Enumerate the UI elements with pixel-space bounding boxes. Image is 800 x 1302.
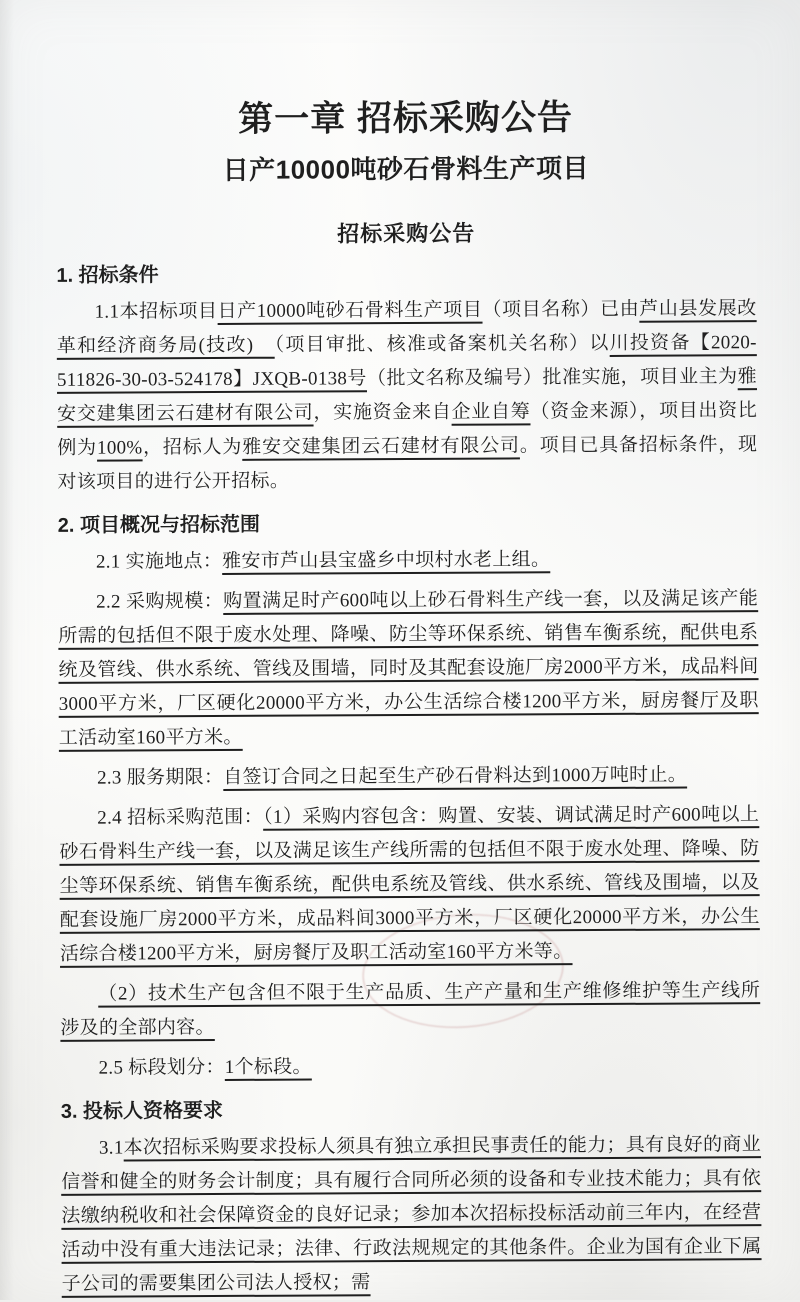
clause-2-1 — [58, 542, 758, 580]
text-run: 川投资备【2020-511826-30-03-524178】JXQB-0138号 — [56, 332, 757, 391]
text-run: 。项目已具备招标条件，现对该项目的进行公开招标。 — [57, 434, 758, 493]
text-run: （资金来源），项目出资比例为 — [57, 400, 758, 459]
section-2-heading: 2. 项目概况与招标范围 — [57, 513, 261, 537]
text-run: 2.2 采购规模： — [96, 590, 224, 613]
text-run: 雅安市芦山县宝盛乡中坝村水老上组。 — [222, 549, 551, 572]
text-run: 2.5 标段划分： — [98, 1056, 225, 1079]
clause-2-4 — [59, 798, 760, 972]
text-run: 自签订合同之日起至生产砂石骨料达到1000万吨时止。 — [223, 764, 688, 788]
text-run: 日产10000吨砂石骨料生产项目 — [217, 299, 483, 322]
text-run: 2.1 实施地点： — [95, 550, 223, 573]
section-1-heading: 1. 招标条件 — [56, 264, 159, 287]
text-run: 本次招标采购要求投标人须具有独立承担民事责任的能力；具有良好的商业信誉和健全的财务会计制度；具有履行合同所必须的设备和专业技术能力；具有依法缴纳税收和社会保障资金的良好记录；参加本次招标投标活动前三年内，在经营活动中没有重大违法记录；法律、行政法规规定的其他条件。企业为国有企业下属子公司的需要集团公司法人授权；需 — [61, 1134, 762, 1295]
text-run: 雅安交建集团云石建材有限公司 — [57, 366, 758, 425]
text-run: 1.1本招标项目 — [94, 300, 218, 323]
text-run: ，招标人为 — [142, 436, 243, 459]
text-run: （批文名称及编号）批准实施，项目业主为 — [366, 366, 738, 390]
chapter-title: 第一章 招标采购公告 — [238, 98, 574, 139]
clause-2-3 — [59, 758, 759, 796]
project-title: 日产10000吨砂石骨料生产项目 — [222, 153, 590, 185]
clause-3-1 — [61, 1128, 762, 1302]
text-run: （1）采购内容包含：购置、安装、调试满足时产600吨以上砂石骨料生产线一套，以及满足该生产线所需的包括但不限于废水处理、降噪、防尘等环保系统、销售车衡系统，配供电系统及管线、供水系统、管线及围墙，以及配套设施厂房2000平方米，成品料间3000平方米，厂区硬化20000平方米，办公生活综合楼1200平方米，厨房餐厅及职工活动室160平方米等。 — [59, 804, 760, 965]
text-run: 2.4 招标采购范围： — [97, 806, 264, 829]
text-run: （项目审批、核准或备案机关名称）以 — [274, 332, 610, 356]
clause-2-4-item-2 — [60, 974, 760, 1046]
text-run: 企业自筹 — [451, 401, 531, 423]
text-run: ，实施资金来自 — [313, 401, 452, 424]
announcement-title: 招标采购公告 — [337, 220, 476, 247]
text-run: 购置满足时产600吨以上砂石骨料生产线一套，以及满足该产能所需的包括但不限于废水处理、降噪、防尘等环保系统、销售车衡系统，配供电系统及管线、供水系统、管线及围墙，同时及其配套设施厂房2000平方米，成品料间3000平方米，厂区硬化20000平方米，办公生活综合楼1200平方米，厨房餐厅及职工活动室160平方米。 — [58, 588, 759, 749]
clause-1-1 — [57, 292, 758, 500]
text-run: 100% — [96, 437, 143, 459]
text-run: 2.3 服务期限： — [96, 766, 224, 789]
text-run: 1个标段。 — [224, 1056, 312, 1078]
document-content — [55, 94, 761, 1302]
text-run: 雅安交建集团云石建材有限公司 — [242, 435, 520, 458]
text-run: 3.1 — [98, 1137, 124, 1159]
clause-2-5 — [60, 1048, 760, 1086]
text-run: 芦山县发展改革和经济商务局(技改) — [56, 298, 757, 357]
section-3-heading: 3. 投标人资格要求 — [60, 1099, 224, 1123]
text-run: （2）技术生产包含但不限于生产品质、生产产量和生产维修维护等生产线所涉及的全部内容。 — [60, 980, 761, 1039]
text-run: （项目名称）已由 — [482, 298, 640, 321]
clause-2-2 — [58, 582, 759, 756]
